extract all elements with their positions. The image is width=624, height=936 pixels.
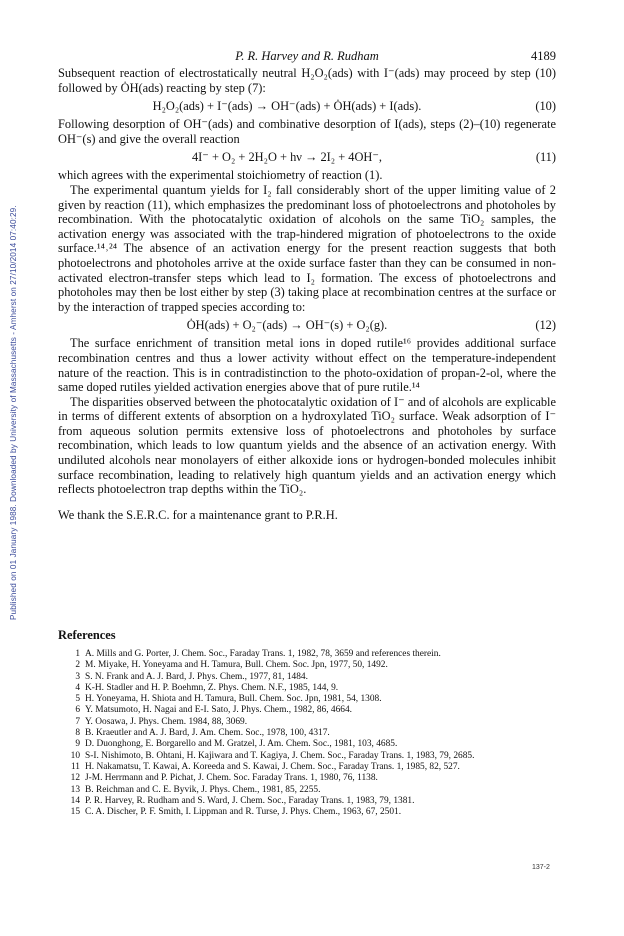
equation-10-number: (10) <box>535 99 556 114</box>
reference-text: K-H. Stadler and H. P. Boehmn, Z. Phys. Chem. N.F., 1985, 144, 9. <box>85 682 339 693</box>
footer-code: 137-2 <box>532 864 550 871</box>
reference-item <box>58 649 556 660</box>
reference-number: 5 <box>75 694 80 705</box>
equation-11-body: 4I⁻ + O₂ + 2H₂O + hν → 2I₂ + 4OH⁻, <box>191 150 383 165</box>
paragraph-5: The surface enrichment of transition metal ions in doped rutile¹⁶ provides additional surface recombination centres and thus a lower activity without effect on the temperature-independent nature of the reaction. This is in contradistinction to the photo-oxidation of propan-2-ol, where the same doped rutiles yielded activation energies above that of pure rutile.¹⁴ <box>58 336 556 395</box>
reference-number: 3 <box>75 671 80 682</box>
reference-number: 15 <box>70 807 80 818</box>
equation-10-body: H₂O₂(ads) + I⁻(ads) → OH⁻(ads) + ȮH(ads) + I(ads). <box>152 99 422 114</box>
reference-number: 10 <box>70 750 80 761</box>
reference-item <box>58 717 556 728</box>
reference-text: Y. Matsumoto, H. Nagai and E-I. Sato, J. Phys. Chem., 1982, 86, 4664. <box>85 705 353 716</box>
reference-text: D. Duonghong, E. Borgarello and M. Gratzel, J. Am. Chem. Soc., 1981, 103, 4685. <box>85 739 398 750</box>
page-number: 4189 <box>531 49 556 63</box>
paragraph-3: which agrees with the experimental stoichiometry of reaction (1). <box>58 168 383 183</box>
reference-item <box>58 739 556 750</box>
reference-number: 9 <box>75 739 80 750</box>
reference-text: P. R. Harvey, R. Rudham and S. Ward, J. Chem. Soc., Faraday Trans. 1, 1983, 79, 1381. <box>85 795 415 806</box>
equation-12-number: (12) <box>535 318 556 333</box>
reference-text: A. Mills and G. Porter, J. Chem. Soc., Faraday Trans. 1, 1982, 78, 3659 and references therein. <box>85 649 441 659</box>
download-notice: Published on 01 January 1988. Downloaded by University of Massachusetts - Amherst on 27/10/2014 07:40:29. <box>9 205 18 620</box>
reference-text: H. Yoneyama, H. Shiota and H. Tamura, Bull. Chem. Soc. Jpn, 1981, 54, 1308. <box>85 694 382 705</box>
paragraph-6: The disparities observed between the photocatalytic oxidation of I⁻ and of alcohols are explicable in terms of different extents of absorption on a hydroxylated TiO₂ surface. Weak adsorption of I⁻ from aqueous solution permits extensive loss of photoelectrons and photoholes by surface recombination, which leads to low quantum yields and the absence of an activation energy. With undiluted alcohols near monolayers of either alkoxide ions or hydrogen-bonded molecules inhibit surface recombination, leading to relatively high quantum yields and an activation energy which reflects photoelectron trap depths within the TiO₂. <box>58 394 556 497</box>
equation-10 <box>58 96 556 116</box>
reference-text: S-I. Nishimoto, B. Ohtani, H. Kajiwara and T. Kagiya, J. Chem. Soc., Faraday Trans. 1, 1983, 79, 2685. <box>85 750 475 761</box>
reference-item <box>58 683 556 694</box>
reference-number: 12 <box>70 773 80 784</box>
running-head: P. R. Harvey and R. Rudham <box>235 49 379 63</box>
reference-number: 13 <box>70 784 80 795</box>
article-body <box>58 66 556 522</box>
reference-text: J-M. Herrmann and P. Pichat, J. Chem. Soc. Faraday Trans. 1, 1980, 76, 1138. <box>85 773 378 784</box>
reference-number: 14 <box>70 795 80 806</box>
reference-item <box>58 796 556 807</box>
reference-text: H. Nakamatsu, T. Kawai, A. Koreeda and S. Kawai, J. Chem. Soc., Faraday Trans. 1, 1985, 82, 527. <box>85 761 460 772</box>
reference-text: M. Miyake, H. Yoneyama and H. Tamura, Bull. Chem. Soc. Jpn, 1977, 50, 1492. <box>85 660 388 671</box>
references-section <box>58 628 556 818</box>
reference-number: 8 <box>75 728 80 739</box>
reference-number: 6 <box>75 705 80 716</box>
reference-number: 2 <box>75 660 80 671</box>
reference-text: B. Reichman and C. E. Byvik, J. Phys. Chem., 1981, 85, 2255. <box>85 784 321 795</box>
equation-11-number: (11) <box>535 150 556 165</box>
paragraph-4: The experimental quantum yields for I₂ fall considerably short of the upper limiting value of 2 given by reaction (11), which emphasizes the predominant loss of photoelectrons and photoholes by recombination. With the photocatalytic oxidation of alcohols on the same TiO₂ samples, the activation energy was associated with the trap-hindered migration of photoelectrons to the oxide surface.¹⁴˒²⁴ The absence of an activation energy for the present reaction suggests that both photoelectrons and photoholes arrive at the oxide surface faster than they can be consumed in non-activated electron-transfer steps which lead to I₂ formation. The excess of photoelectrons and photoholes may then be lost either by step (3) taking place at recombination centres at the surface or by the interaction of trapped species according to: <box>58 182 556 314</box>
reference-item <box>58 672 556 683</box>
paragraph-1: Subsequent reaction of electrostatically neutral H₂O₂(ads) with I⁻(ads) may proceed by step (10) followed by ȮH(ads) reacting by step (7): <box>58 66 556 95</box>
reference-item <box>58 660 556 671</box>
reference-item <box>58 694 556 705</box>
reference-item <box>58 773 556 784</box>
reference-text: B. Kraeutler and A. J. Bard, J. Am. Chem. Soc., 1978, 100, 4317. <box>85 728 330 739</box>
page-header <box>58 49 556 65</box>
reference-number: 7 <box>75 716 80 727</box>
reference-item <box>58 785 556 796</box>
reference-item <box>58 705 556 716</box>
reference-item <box>58 728 556 739</box>
references-heading: References <box>58 628 116 642</box>
equation-12-body: ȮH(ads) + O₂⁻(ads) → OH⁻(s) + O₂(g). <box>186 318 388 333</box>
reference-number: 1 <box>75 649 80 659</box>
reference-item <box>58 751 556 762</box>
reference-item <box>58 762 556 773</box>
equation-12 <box>58 315 556 335</box>
reference-text: S. N. Frank and A. J. Bard, J. Phys. Chem., 1977, 81, 1484. <box>85 671 308 682</box>
reference-number: 4 <box>75 682 80 693</box>
reference-number: 11 <box>70 761 80 772</box>
reference-text: Y. Oosawa, J. Phys. Chem. 1984, 88, 3069. <box>85 716 248 727</box>
reference-list <box>58 649 556 818</box>
paragraph-2: Following desorption of OH⁻(ads) and combinative desorption of I(ads), steps (2)–(10) regenerate OH⁻(s) and give the overall reaction <box>58 117 556 146</box>
download-watermark <box>2 60 16 620</box>
equation-11 <box>58 147 556 167</box>
acknowledgement: We thank the S.E.R.C. for a maintenance grant to P.R.H. <box>58 507 338 522</box>
reference-text: C. A. Discher, P. F. Smith, I. Lippman and R. Turse, J. Phys. Chem., 1963, 67, 2501. <box>85 807 402 818</box>
reference-item <box>58 807 556 818</box>
